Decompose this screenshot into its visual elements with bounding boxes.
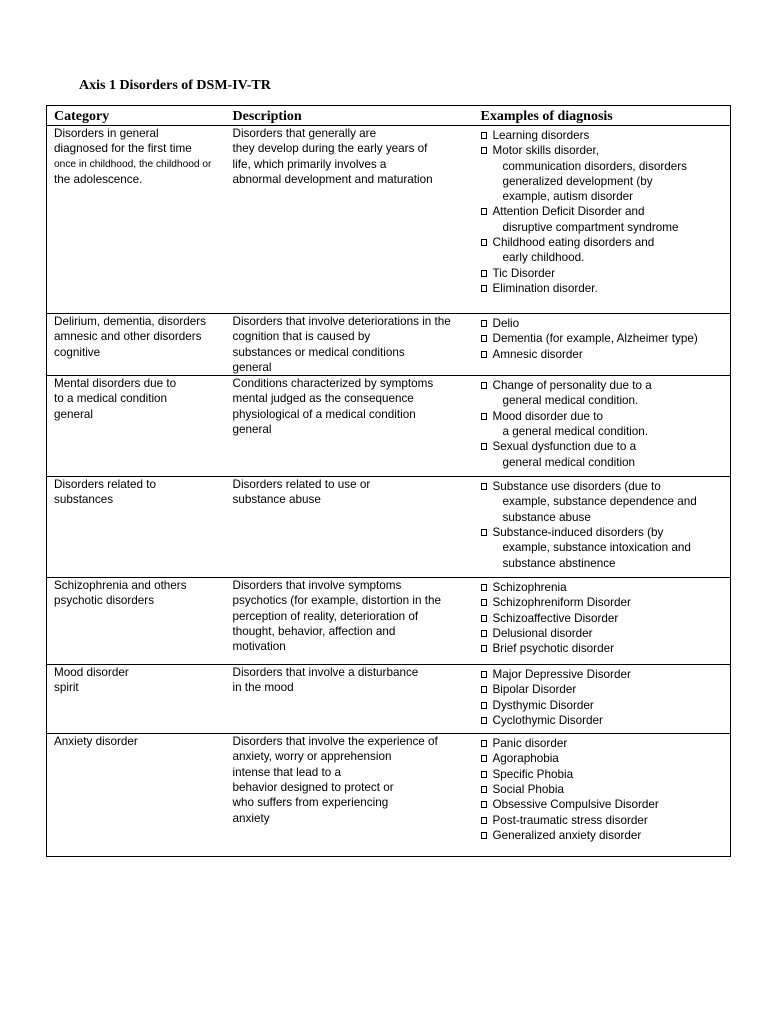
description-text-line: Disorders that involve deteriorations in the bbox=[232, 315, 451, 328]
diagnosis-list-item bbox=[481, 682, 727, 697]
diagnosis-list-item bbox=[481, 580, 727, 595]
description-text-line: intense that lead to a bbox=[232, 765, 342, 779]
category-cell bbox=[47, 477, 226, 578]
checkbox-icon bbox=[481, 147, 487, 154]
description-text-line: Conditions characterized by symptoms bbox=[232, 377, 434, 391]
category-text-line: cognitive bbox=[54, 345, 101, 359]
checkbox-icon bbox=[481, 771, 487, 778]
table-row bbox=[47, 376, 731, 477]
examples-cell bbox=[474, 477, 731, 578]
diagnosis-list bbox=[481, 580, 727, 656]
diagnosis-text-line: generalized development (by bbox=[502, 174, 653, 188]
description-cell bbox=[226, 376, 474, 477]
checkbox-icon bbox=[481, 599, 487, 606]
diagnosis-list-item bbox=[481, 595, 727, 610]
diagnosis-text-line: Social Phobia bbox=[492, 783, 564, 797]
category-text-line: diagnosed for the first time bbox=[54, 142, 192, 156]
diagnosis-text-line: Tic Disorder bbox=[492, 266, 556, 280]
checkbox-icon bbox=[481, 132, 487, 139]
description-text-line: cognition that is caused by bbox=[232, 330, 371, 344]
description-text-line: perception of reality, deterioration of bbox=[232, 609, 419, 623]
diagnosis-text-line: Schizophreniform Disorder bbox=[492, 596, 631, 610]
table-header-row bbox=[47, 106, 731, 126]
diagnosis-text-line: Major Depressive Disorder bbox=[492, 668, 631, 682]
category-cell bbox=[47, 665, 226, 734]
checkbox-icon bbox=[481, 801, 487, 808]
diagnosis-text-line: general medical condition bbox=[502, 455, 636, 469]
checkbox-icon bbox=[481, 285, 487, 292]
diagnosis-text-line: Bipolar Disorder bbox=[492, 683, 577, 697]
category-text-line: Disorders related to bbox=[54, 478, 156, 492]
diagnosis-text-line: Substance-induced disorders (by bbox=[492, 526, 664, 540]
checkbox-icon bbox=[481, 584, 487, 591]
table-row bbox=[47, 126, 731, 314]
diagnosis-list-item bbox=[481, 828, 727, 843]
checkbox-icon bbox=[481, 529, 487, 536]
description-text-line: behavior designed to protect or bbox=[232, 781, 394, 795]
diagnosis-list-item bbox=[481, 331, 727, 346]
checkbox-icon bbox=[481, 335, 487, 342]
diagnosis-text-line: Learning disorders bbox=[492, 129, 590, 142]
description-text-line: Disorders related to use or bbox=[232, 478, 371, 492]
description-text-line: life, which primarily involves a bbox=[232, 157, 387, 171]
diagnosis-list-item bbox=[481, 611, 727, 626]
diagnosis-text-line: Schizoaffective Disorder bbox=[492, 611, 619, 625]
checkbox-icon bbox=[481, 786, 487, 793]
diagnosis-list-item bbox=[481, 525, 727, 571]
checkbox-icon bbox=[481, 239, 487, 246]
diagnosis-text-line: Attention Deficit Disorder and bbox=[492, 205, 645, 219]
column-header-category: Category bbox=[47, 106, 226, 126]
description-text-line: in the mood bbox=[232, 681, 294, 695]
category-text-line: Mental disorders due to bbox=[54, 377, 177, 391]
diagnosis-text-line: Dysthymic Disorder bbox=[492, 698, 594, 712]
diagnosis-text-line: Amnesic disorder bbox=[492, 347, 583, 361]
description-cell bbox=[226, 477, 474, 578]
description-text-line: thought, behavior, affection and bbox=[232, 625, 396, 639]
table-row bbox=[47, 665, 731, 734]
checkbox-icon bbox=[481, 817, 487, 824]
diagnosis-text-line: Sexual dysfunction due to a bbox=[492, 440, 637, 454]
diagnosis-list-item bbox=[481, 266, 727, 281]
diagnosis-list-item bbox=[481, 204, 727, 235]
description-text-line: Disorders that involve the experience of bbox=[232, 735, 438, 749]
category-text-line: Mood disorder bbox=[54, 666, 129, 680]
category-text-line: Anxiety disorder bbox=[54, 735, 138, 749]
diagnosis-list bbox=[481, 128, 727, 296]
description-text-line: psychotics (for example, distortion in the bbox=[232, 594, 442, 608]
checkbox-icon bbox=[481, 686, 487, 693]
category-cell bbox=[47, 126, 226, 314]
description-text-line: general bbox=[232, 423, 272, 437]
checkbox-icon bbox=[481, 320, 487, 327]
category-text-line: Delirium, dementia, disorders bbox=[54, 315, 206, 328]
diagnosis-text-line: Obsessive Compulsive Disorder bbox=[492, 798, 659, 812]
diagnosis-text-line: Panic disorder bbox=[492, 737, 568, 751]
diagnosis-text-line: Motor skills disorder, bbox=[492, 144, 600, 158]
category-text-line: amnesic and other disorders bbox=[54, 330, 202, 344]
diagnosis-list bbox=[481, 316, 727, 362]
description-text-line: mental judged as the consequence bbox=[232, 392, 414, 406]
diagnosis-list-item bbox=[481, 281, 727, 296]
diagnosis-text-line: Schizophrenia bbox=[492, 581, 567, 595]
description-text-line: Disorders that involve symptoms bbox=[232, 579, 402, 593]
document-title: Axis 1 Disorders of DSM-IV-TR bbox=[79, 78, 271, 93]
diagnosis-text-line: Change of personality due to a bbox=[492, 379, 652, 393]
column-header-examples: Examples of diagnosis bbox=[474, 106, 731, 126]
checkbox-icon bbox=[481, 615, 487, 622]
category-text-line: psychotic disorders bbox=[54, 594, 155, 608]
diagnosis-text-line: Dementia (for example, Alzheimer type) bbox=[492, 332, 698, 346]
diagnosis-list-item bbox=[481, 439, 727, 470]
examples-cell bbox=[474, 578, 731, 665]
description-text-line: motivation bbox=[232, 640, 286, 654]
category-cell bbox=[47, 578, 226, 665]
category-text-line: substances bbox=[54, 493, 114, 507]
diagnosis-list-item bbox=[481, 316, 727, 331]
diagnosis-text-line: communication disorders, disorders bbox=[502, 159, 687, 173]
checkbox-icon bbox=[481, 208, 487, 215]
diagnosis-text-line: early childhood. bbox=[502, 251, 585, 265]
axis-1-disorders-table bbox=[46, 105, 731, 857]
diagnosis-list-item bbox=[481, 235, 727, 266]
checkbox-icon bbox=[481, 717, 487, 724]
category-text-line: Disorders in general bbox=[54, 127, 159, 140]
description-text-line: substance abuse bbox=[232, 493, 321, 507]
diagnosis-text-line: Delio bbox=[492, 317, 520, 330]
diagnosis-list-item bbox=[481, 797, 727, 812]
category-text-line: to a medical condition bbox=[54, 392, 168, 406]
description-cell bbox=[226, 665, 474, 734]
diagnosis-list-item bbox=[481, 479, 727, 525]
checkbox-icon bbox=[481, 483, 487, 490]
diagnosis-list-item bbox=[481, 641, 727, 656]
diagnosis-text-line: Specific Phobia bbox=[492, 767, 574, 781]
checkbox-icon bbox=[481, 740, 487, 747]
description-text-line: anxiety, worry or apprehension bbox=[232, 750, 392, 764]
diagnosis-list-item bbox=[481, 378, 727, 409]
checkbox-icon bbox=[481, 671, 487, 678]
description-cell bbox=[226, 578, 474, 665]
description-cell bbox=[226, 126, 474, 314]
diagnosis-text-line: a general medical condition. bbox=[502, 425, 649, 439]
checkbox-icon bbox=[481, 382, 487, 389]
diagnosis-list-item bbox=[481, 128, 727, 143]
examples-cell bbox=[474, 734, 731, 857]
diagnosis-list-item bbox=[481, 813, 727, 828]
diagnosis-list-item bbox=[481, 782, 727, 797]
category-text-line: the adolescence. bbox=[54, 172, 143, 186]
checkbox-icon bbox=[481, 702, 487, 709]
description-cell bbox=[226, 314, 474, 376]
description-text-line: abnormal development and maturation bbox=[232, 172, 433, 186]
description-text-line: Disorders that generally are bbox=[232, 127, 377, 140]
diagnosis-text-line: example, substance dependence and bbox=[502, 495, 697, 509]
category-cell bbox=[47, 734, 226, 857]
diagnosis-text-line: Agoraphobia bbox=[492, 752, 559, 766]
checkbox-icon bbox=[481, 443, 487, 450]
diagnosis-text-line: Delusional disorder bbox=[492, 627, 593, 641]
category-text-line: spirit bbox=[54, 681, 79, 695]
category-text-line: Schizophrenia and others bbox=[54, 579, 187, 593]
category-text-line: once in childhood, the childhood or bbox=[54, 158, 212, 170]
table-row bbox=[47, 578, 731, 665]
description-text-line: Disorders that involve a disturbance bbox=[232, 666, 419, 680]
examples-cell bbox=[474, 376, 731, 477]
checkbox-icon bbox=[481, 351, 487, 358]
examples-cell bbox=[474, 314, 731, 376]
description-text-line: they develop during the early years of bbox=[232, 142, 428, 156]
table-row bbox=[47, 734, 731, 857]
diagnosis-text-line: Cyclothymic Disorder bbox=[492, 714, 603, 728]
diagnosis-list-item bbox=[481, 667, 727, 682]
diagnosis-list-item bbox=[481, 751, 727, 766]
checkbox-icon bbox=[481, 645, 487, 652]
diagnosis-list-item bbox=[481, 409, 727, 440]
diagnosis-text-line: substance abstinence bbox=[502, 556, 616, 570]
diagnosis-text-line: Childhood eating disorders and bbox=[492, 236, 655, 250]
table-row bbox=[47, 314, 731, 376]
checkbox-icon bbox=[481, 413, 487, 420]
table-row bbox=[47, 477, 731, 578]
diagnosis-text-line: Mood disorder due to bbox=[492, 409, 603, 423]
diagnosis-text-line: Generalized anxiety disorder bbox=[492, 828, 642, 842]
diagnosis-list-item bbox=[481, 736, 727, 751]
diagnosis-text-line: Substance use disorders (due to bbox=[492, 480, 661, 494]
category-cell bbox=[47, 376, 226, 477]
checkbox-icon bbox=[481, 755, 487, 762]
diagnosis-text-line: example, substance intoxication and bbox=[502, 541, 691, 555]
column-header-description: Description bbox=[226, 106, 474, 126]
diagnosis-list bbox=[481, 479, 727, 571]
diagnosis-text-line: Post-traumatic stress disorder bbox=[492, 813, 648, 827]
diagnosis-list-item bbox=[481, 713, 727, 728]
diagnosis-list-item bbox=[481, 767, 727, 782]
checkbox-icon bbox=[481, 832, 487, 839]
diagnosis-list bbox=[481, 378, 727, 470]
diagnosis-list bbox=[481, 667, 727, 728]
diagnosis-text-line: Brief psychotic disorder bbox=[492, 642, 614, 656]
diagnosis-list-item bbox=[481, 698, 727, 713]
diagnosis-list-item bbox=[481, 143, 727, 204]
description-cell bbox=[226, 734, 474, 857]
description-text-line: general bbox=[232, 360, 272, 374]
diagnosis-list-item bbox=[481, 626, 727, 641]
checkbox-icon bbox=[481, 270, 487, 277]
description-text-line: physiological of a medical condition bbox=[232, 407, 416, 421]
description-text-line: who suffers from experiencing bbox=[232, 796, 389, 810]
examples-cell bbox=[474, 665, 731, 734]
category-text-line: general bbox=[54, 407, 93, 421]
diagnosis-text-line: general medical condition. bbox=[502, 394, 639, 408]
diagnosis-text-line: substance abuse bbox=[502, 510, 591, 524]
checkbox-icon bbox=[481, 630, 487, 637]
description-text-line: substances or medical conditions bbox=[232, 345, 405, 359]
diagnosis-list bbox=[481, 736, 727, 843]
examples-cell bbox=[474, 126, 731, 314]
category-cell bbox=[47, 314, 226, 376]
diagnosis-list-item bbox=[481, 347, 727, 362]
diagnosis-text-line: Elimination disorder. bbox=[492, 281, 598, 295]
diagnosis-text-line: disruptive compartment syndrome bbox=[502, 220, 679, 234]
description-text-line: anxiety bbox=[232, 811, 270, 825]
diagnosis-text-line: example, autism disorder bbox=[502, 190, 634, 204]
